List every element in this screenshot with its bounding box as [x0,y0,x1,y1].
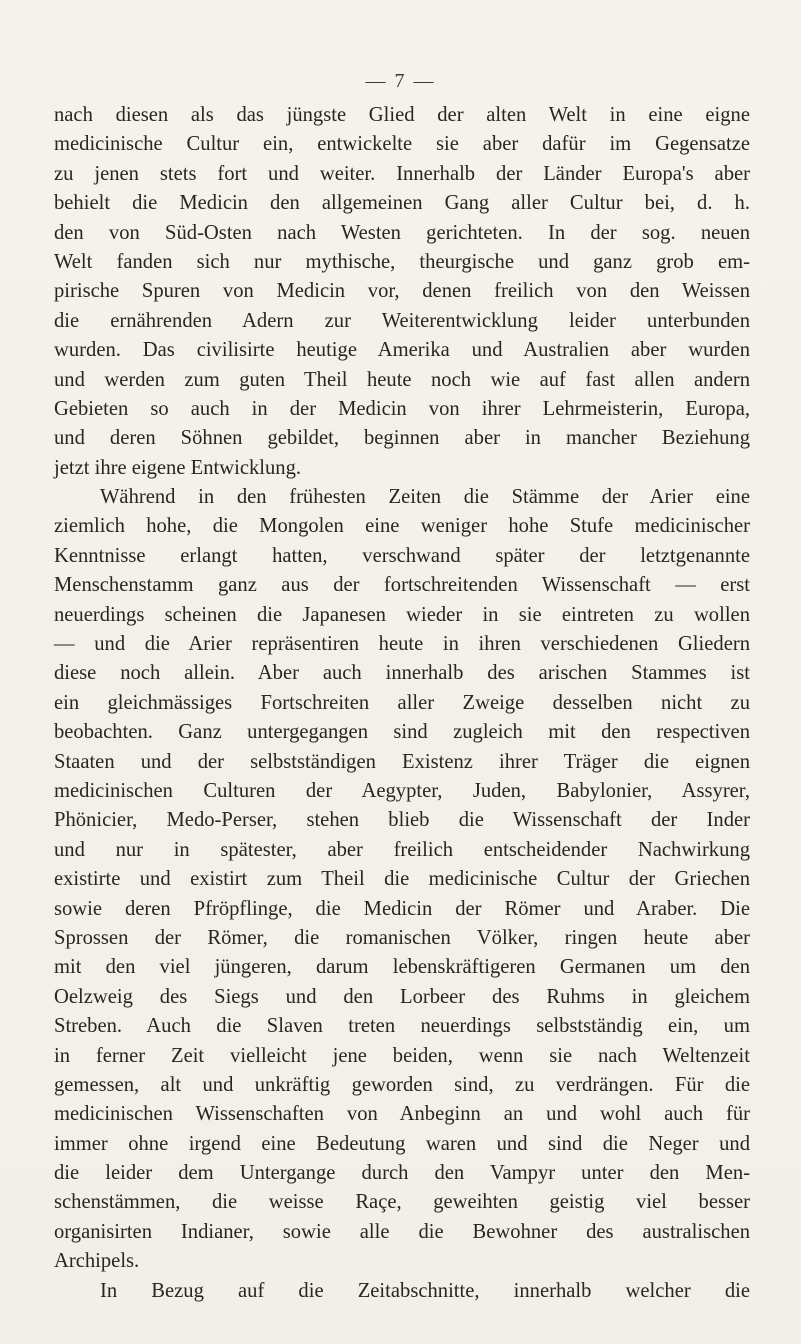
text-line: organisirten Indianer, sowie alle die Bewohner des australischen [54,1220,750,1243]
text-line: zu jenen stets fort und weiter. Innerhalb der Länder Europa's aber [54,162,750,185]
text-line: ein gleichmässiges Fortschreiten aller Zweige desselben nicht zu [54,691,750,714]
text-line: und nur in spätester, aber freilich entscheidender Nachwirkung [54,838,750,861]
text-line: die leider dem Untergange durch den Vampyr unter den Men- [54,1162,750,1185]
text-line: Während in den frühesten Zeiten die Stämme der Arier eine [100,486,750,509]
text-line: Phönicier, Medo-Perser, stehen blieb die Wissenschaft der Inder [54,809,750,832]
text-line: den von Süd-Osten nach Westen gerichteten. In der sog. neuen [54,221,750,244]
text-line: — und die Arier repräsentiren heute in ihren verschiedenen Gliedern [54,633,750,656]
text-line: die ernährenden Adern zur Weiterentwicklung leider unterbunden [54,309,750,332]
text-line: Gebieten so auch in der Medicin von ihrer Lehrmeisterin, Europa, [54,397,750,420]
text-line: schenstämmen, die weisse Raçe, geweihten geistig viel besser [54,1191,750,1214]
body-text [54,101,750,1306]
text-line: Archipels. [54,1250,140,1273]
text-line: medicinischen Culturen der Aegypter, Juden, Babylonier, Assyrer, [54,779,750,802]
text-line: Staaten und der selbstständigen Existenz ihrer Träger die eignen [54,750,750,773]
text-line: behielt die Medicin den allgemeinen Gang aller Cultur bei, d. h. [54,192,750,215]
text-line: existirte und existirt zum Theil die medicinische Cultur der Griechen [54,868,750,891]
text-line: diese noch allein. Aber auch innerhalb des arischen Stammes ist [54,662,750,685]
text-line: Oelzweig des Siegs und den Lorbeer des Ruhms in gleichem [54,985,750,1008]
text-line: Streben. Auch die Slaven treten neuerdings selbstständig ein, um [54,1015,750,1038]
text-line: gemessen, alt und unkräftig geworden sind, zu verdrängen. Für die [54,1073,750,1096]
text-line: In Bezug auf die Zeitabschnitte, innerhalb welcher die [100,1279,750,1302]
text-line: sowie deren Pfröpflinge, die Medicin der Römer und Araber. Die [54,897,750,920]
text-line: mit den viel jüngeren, darum lebenskräftigeren Germanen um den [54,956,750,979]
text-line: und werden zum guten Theil heute noch wie auf fast allen andern [54,368,750,391]
text-line: und deren Söhnen gebildet, beginnen aber in mancher Beziehung [54,427,750,450]
text-line: ziemlich hohe, die Mongolen eine weniger hohe Stufe medicinischer [54,515,750,538]
text-line: beobachten. Ganz untergegangen sind zugleich mit den respectiven [54,721,750,744]
text-line: Sprossen der Römer, die romanischen Völker, ringen heute aber [54,926,750,949]
text-line: medicinischen Wissenschaften von Anbeginn an und wohl auch für [54,1103,750,1126]
text-line: immer ohne irgend eine Bedeutung waren und sind die Neger und [54,1132,750,1155]
text-line: Welt fanden sich nur mythische, theurgische und ganz grob em- [54,250,750,273]
text-line: neuerdings scheinen die Japanesen wieder in sie eintreten zu wollen [54,603,750,626]
text-line: in ferner Zeit vielleicht jene beiden, wenn sie nach Weltenzeit [54,1044,750,1067]
text-line: wurden. Das civilisirte heutige Amerika und Australien aber wurden [54,339,750,362]
text-line: medicinische Cultur ein, entwickelte sie aber dafür im Gegensatze [54,133,750,156]
page-number: — 7 — [365,70,436,92]
text-line: Kenntnisse erlangt hatten, verschwand später der letztgenannte [54,544,750,567]
text-line: Menschenstamm ganz aus der fortschreitenden Wissenschaft — erst [54,574,750,597]
text-line: jetzt ihre eigene Entwicklung. [54,456,302,479]
text-line: nach diesen als das jüngste Glied der alten Welt in eine eigne [54,104,750,126]
text-line: pirische Spuren von Medicin vor, denen freilich von den Weissen [54,280,750,303]
